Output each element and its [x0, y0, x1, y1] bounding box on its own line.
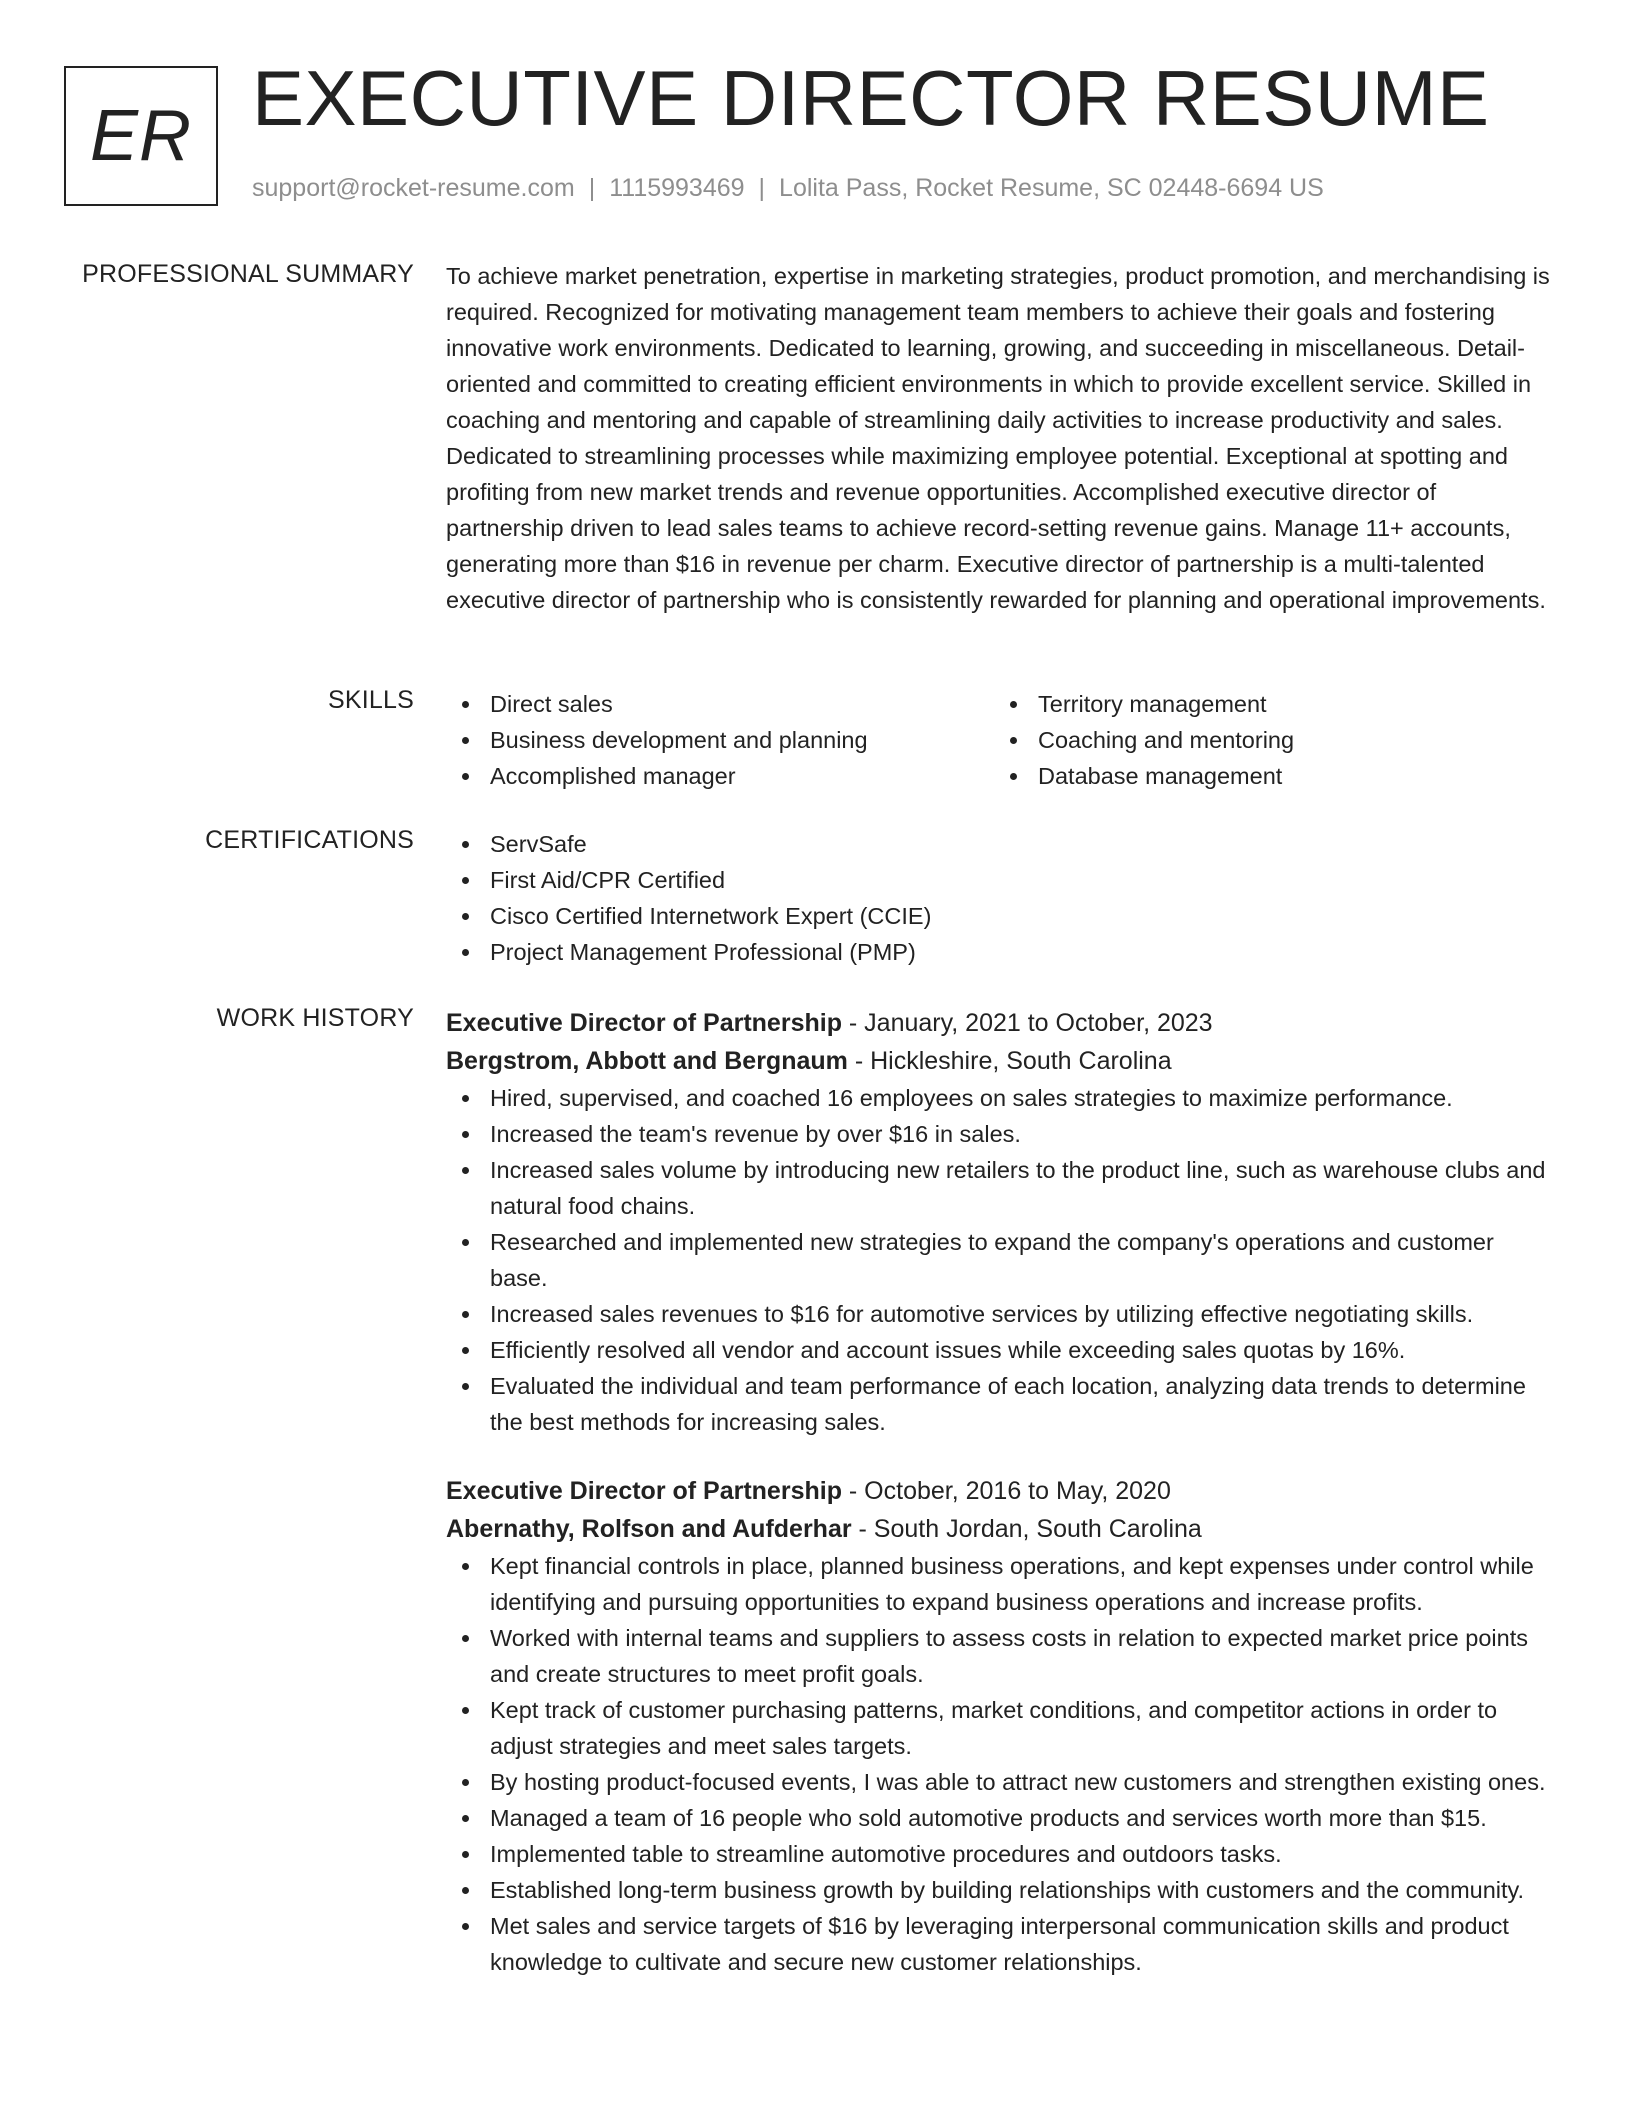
skills-column-right	[994, 686, 1542, 794]
skills-heading: SKILLS	[328, 686, 414, 714]
skill-item: Database management	[994, 758, 1542, 794]
job-bullet: Kept track of customer purchasing patterns, market conditions, and competitor actions in order to adjust strategies and meet sales targets.	[446, 1692, 1556, 1764]
job-title: Executive Director of Partnership	[446, 1009, 842, 1037]
contact-line	[252, 174, 1324, 203]
certifications-body	[446, 826, 1556, 970]
job-bullet: Increased sales volume by introducing new retailers to the product line, such as warehouse clubs and natural food chains.	[446, 1152, 1556, 1224]
job-bullet: Hired, supervised, and coached 16 employees on sales strategies to maximize performance.	[446, 1080, 1556, 1116]
job-bullet: By hosting product-focused events, I was able to attract new customers and strengthen existing ones.	[446, 1764, 1556, 1800]
job-title-line	[446, 1472, 1556, 1510]
contact-separator: |	[588, 174, 596, 202]
contact-email: support@rocket-resume.com	[252, 174, 575, 202]
work-history-body	[446, 1004, 1556, 1980]
job-location: - Hickleshire, South Carolina	[847, 1047, 1172, 1075]
job-bullet: Researched and implemented new strategies to expand the company's operations and customer base.	[446, 1224, 1556, 1296]
summary-heading: PROFESSIONAL SUMMARY	[82, 260, 414, 288]
job-bullet: Evaluated the individual and team performance of each location, analyzing data trends to determine the best methods for increasing sales.	[446, 1368, 1556, 1440]
job-bullet: Managed a team of 16 people who sold automotive products and services worth more than $15.	[446, 1800, 1556, 1836]
job-bullet: Worked with internal teams and suppliers to assess costs in relation to expected market price points and create structures to meet profit goals.	[446, 1620, 1556, 1692]
job-location: - South Jordan, South Carolina	[851, 1515, 1202, 1543]
job-bullet: Established long-term business growth by building relationships with customers and the community.	[446, 1872, 1556, 1908]
job-bullet: Efficiently resolved all vendor and account issues while exceeding sales quotas by 16%.	[446, 1332, 1556, 1368]
certifications-heading: CERTIFICATIONS	[205, 826, 414, 854]
job-entry	[446, 1004, 1556, 1440]
job-company-line	[446, 1042, 1556, 1080]
job-bullets	[446, 1080, 1556, 1440]
contact-address: Lolita Pass, Rocket Resume, SC 02448-6694 US	[779, 174, 1324, 202]
skills-column-left	[446, 686, 994, 794]
monogram-logo: ER	[64, 66, 218, 206]
work-history-heading: WORK HISTORY	[216, 1004, 414, 1032]
skill-item: Direct sales	[446, 686, 994, 722]
certification-item: ServSafe	[446, 826, 1556, 862]
job-title-line	[446, 1004, 1556, 1042]
job-title: Executive Director of Partnership	[446, 1477, 842, 1505]
job-company: Abernathy, Rolfson and Aufderhar	[446, 1515, 852, 1543]
job-bullet: Increased sales revenues to $16 for automotive services by utilizing effective negotiating skills.	[446, 1296, 1556, 1332]
skill-item: Business development and planning	[446, 722, 994, 758]
job-company: Bergstrom, Abbott and Bergnaum	[446, 1047, 848, 1075]
job-dates: - January, 2021 to October, 2023	[841, 1009, 1213, 1037]
page-title: EXECUTIVE DIRECTOR RESUME	[252, 54, 1490, 142]
job-bullets	[446, 1548, 1556, 1980]
job-company-line	[446, 1510, 1556, 1548]
job-entry	[446, 1472, 1556, 1980]
job-bullet: Implemented table to streamline automotive procedures and outdoors tasks.	[446, 1836, 1556, 1872]
skill-item: Coaching and mentoring	[994, 722, 1542, 758]
job-dates: - October, 2016 to May, 2020	[841, 1477, 1171, 1505]
certification-item: Project Management Professional (PMP)	[446, 934, 1556, 970]
certification-item: Cisco Certified Internetwork Expert (CCIE)	[446, 898, 1556, 934]
certifications-list	[446, 826, 1556, 970]
summary-text: To achieve market penetration, expertise in marketing strategies, product promotion, and merchandising is required. Recognized for motivating management team members to achieve their goals and fostering innovative work environments. Dedicated to learning, growing, and succeeding in miscellaneous. Detail-oriented and committed to creating efficient environments in which to provide excellent service. Skilled in coaching and mentoring and capable of streamlining daily activities to increase productivity and sales. Dedicated to streamlining processes while maximizing employee potential. Exceptional at spotting and profiting from new market trends and revenue opportunities. Accomplished executive director of partnership driven to lead sales teams to achieve record-setting revenue gains. Manage 11+ accounts, generating more than $16 in revenue per charm. Executive director of partnership is a multi-talented executive director of partnership who is consistently rewarded for planning and operational improvements.	[446, 263, 1550, 613]
contact-phone: 1115993469	[609, 174, 745, 202]
job-bullet: Met sales and service targets of $16 by leveraging interpersonal communication skills and product knowledge to cultivate and secure new customer relationships.	[446, 1908, 1556, 1980]
contact-separator: |	[758, 174, 766, 202]
certification-item: First Aid/CPR Certified	[446, 862, 1556, 898]
skills-body	[446, 686, 1556, 794]
job-bullet: Kept financial controls in place, planned business operations, and kept expenses under control while identifying and pursuing opportunities to expand business operations and increase profits.	[446, 1548, 1556, 1620]
skill-item: Territory management	[994, 686, 1542, 722]
job-bullet: Increased the team's revenue by over $16 in sales.	[446, 1116, 1556, 1152]
skill-item: Accomplished manager	[446, 758, 994, 794]
